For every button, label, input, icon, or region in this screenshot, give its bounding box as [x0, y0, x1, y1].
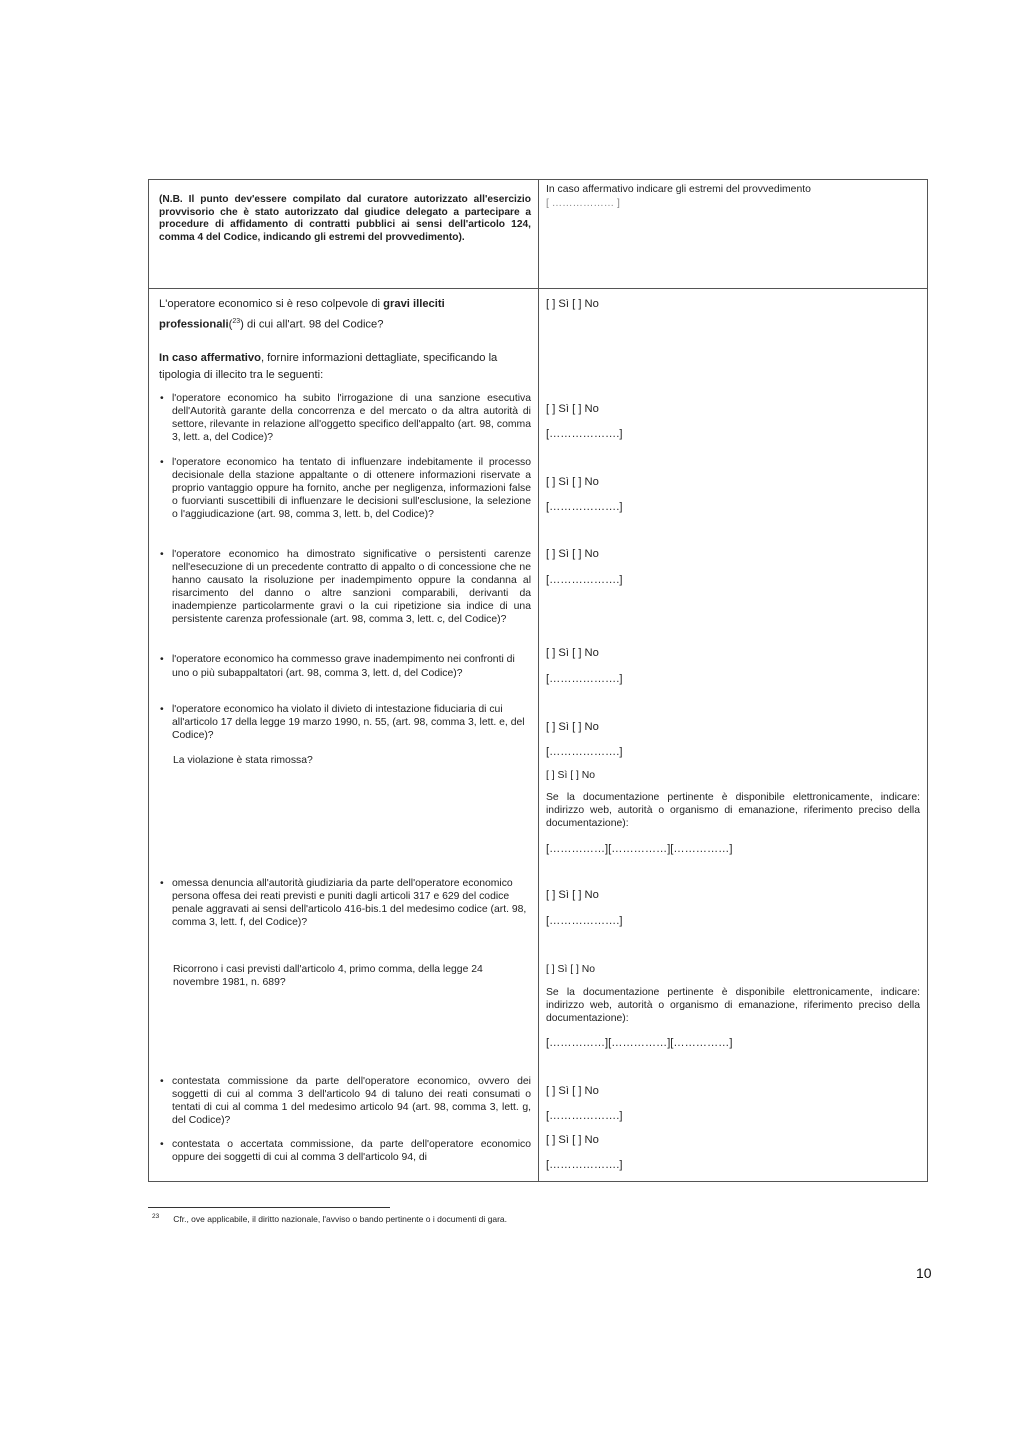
illeciti-intro: [159, 350, 531, 384]
nb-note: (N.B. Il punto dev'essere compilato dal curatore autorizzato all'esercizio provvisorio che è stato autorizzato dal giudice delegato a partecipare a procedure di affidamento di contratti pubblici ai sensi dell'articolo 124, comma 4 del Codice, indicando gli estremi del provvedimento).: [159, 194, 531, 243]
doc-note-f: Se la documentazione pertinente è disponibile elettronicamente, indicare: indirizzo web, autorità o organismo di emanazione, riferimento preciso della documentazione):: [546, 987, 920, 1024]
footnote: [152, 1213, 507, 1224]
page-number: 10: [916, 1265, 932, 1281]
doc-fields-f[interactable]: [……………][……………][……………]: [546, 1037, 733, 1049]
field-e[interactable]: [……………….]: [546, 746, 623, 758]
illeciti-question: [159, 296, 531, 334]
list-item-h: • contestata o accertata commissione, da parte dell'operatore economico oppure dei soggetti di cui al comma 3 dell'articolo 94, di: [159, 1138, 531, 1164]
field-c[interactable]: [……………….]: [546, 574, 623, 586]
doc-fields-e[interactable]: [……………][……………][……………]: [546, 843, 733, 855]
field-d[interactable]: [……………….]: [546, 673, 623, 685]
list-item-a: • l'operatore economico ha subito l'irrogazione di una sanzione esecutiva dell'Autorità garante della concorrenza e del mercato o da altra autorità di settore, rilevante in relazione all'oggetto specifico dell'appalto (art. 98, comma 3, lett. a, del Codice)?: [159, 392, 531, 444]
nb-right-text: In caso affermativo indicare gli estremi del provvedimento: [546, 184, 811, 195]
intro-bold: In caso affermativo: [159, 352, 261, 364]
sub-question-f: Ricorrono i casi previsti dall'articolo 4, primo comma, della legge 24 novembre 1981, n. 689?: [173, 964, 483, 988]
footnote-separator: [148, 1207, 390, 1208]
answer-b[interactable]: [ ] Sì [ ] No: [546, 476, 599, 488]
question-part-d: ) di cui all'art. 98 del Codice?: [240, 318, 384, 331]
intro-rest: , fornire informazioni dettagliate, specificando la tipologia di illecito tra le seguenti:: [159, 352, 498, 381]
answer-h[interactable]: [ ] Sì [ ] No: [546, 1134, 599, 1146]
answer-e[interactable]: [ ] Sì [ ] No: [546, 721, 599, 733]
sub-question-e: La violazione è stata rimossa?: [173, 755, 313, 766]
list-item-e: • l'operatore economico ha violato il divieto di intestazione fiduciaria di cui all'articolo 17 della legge 19 marzo 1990, n. 55, (art. 98, comma 3, lett. e, del Codice)?: [159, 703, 531, 742]
footnote-ref: 23: [232, 318, 241, 325]
answer-c[interactable]: [ ] Sì [ ] No: [546, 548, 599, 560]
illeciti-answer[interactable]: [ ] Sì [ ] No: [546, 298, 599, 310]
row-divider: [149, 288, 927, 289]
form-table: [148, 179, 928, 1182]
answer-a[interactable]: [ ] Sì [ ] No: [546, 403, 599, 415]
question-part-a: L'operatore economico si è reso colpevole di: [159, 298, 384, 310]
answer-g[interactable]: [ ] Sì [ ] No: [546, 1085, 599, 1097]
answer-d[interactable]: [ ] Sì [ ] No: [546, 647, 599, 659]
sub-answer-e[interactable]: [ ] Sì [ ] No: [546, 770, 596, 781]
answer-f[interactable]: [ ] Sì [ ] No: [546, 889, 599, 901]
field-a[interactable]: [……………….]: [546, 428, 623, 440]
field-g[interactable]: [……………….]: [546, 1110, 623, 1122]
list-item-b: • l'operatore economico ha tentato di influenzare indebitamente il processo decisionale della stazione appaltante o di ottenere informazioni riservate a proprio vantaggio oppure ha fornito, anche per negligenza, informazioni false o fuorvianti suscettibili di influenzare le decisioni sull'esclusione, la selezione o l'aggiudicazione (art. 98, comma 3, lett. b, del Codice)?: [159, 456, 531, 521]
list-item-f: • omessa denuncia all'autorità giudiziaria da parte dell'operatore economico persona offesa dei reati previsti e puniti dagli articoli 317 e 629 del codice penale aggravati ai sensi dell'articolo 416-bis.1 del medesimo codice (art. 98, comma 3, lett. f, del Codice)?: [159, 877, 531, 929]
footnote-number: 23: [152, 1213, 160, 1220]
field-h[interactable]: [……………….]: [546, 1159, 623, 1171]
list-item-c: • l'operatore economico ha dimostrato significative o persistenti carenze nell'esecuzione di un precedente contratto di appalto o di concessione che ne hanno causato la risoluzione per inadempimento oppure la condanna al risarcimento del danno o altre sanzioni comparabili, derivanti da inadempienze particolarmente gravi o la cui ripetizione sia indice di una persistente carenza professionale (art. 98, comma 3, lett. c, del Codice)?: [159, 548, 531, 626]
sub-answer-f[interactable]: [ ] Sì [ ] No: [546, 964, 596, 975]
question-part-c: (: [228, 318, 233, 331]
question-part-bold: gravi illeciti professionali: [159, 298, 445, 331]
list-item-g: • contestata commissione da parte dell'operatore economico, ovvero dei soggetti di cui al comma 3 dell'articolo 94 di taluno dei reati consumati o tentati di cui al comma 1 del medesimo articolo 94 (art. 98, comma 3, lett. g, del Codice)?: [159, 1075, 531, 1127]
nb-right-field[interactable]: [ ……………… ]: [546, 198, 620, 209]
doc-note-e: Se la documentazione pertinente è disponibile elettronicamente, indicare: indirizzo web, autorità o organismo di emanazione, riferimento preciso della documentazione):: [546, 792, 920, 829]
list-item-d: • l'operatore economico ha commesso grave inadempimento nei confronti di uno o più subappaltatori (art. 98, comma 3, lett. d, del Codice)?: [159, 653, 531, 681]
field-b[interactable]: [……………….]: [546, 501, 623, 513]
footnote-text: Cfr., ove applicabile, il diritto nazionale, l'avviso o bando pertinente o i documenti di gara.: [173, 1213, 508, 1224]
column-divider: [538, 180, 539, 1181]
field-f[interactable]: [……………….]: [546, 915, 623, 927]
